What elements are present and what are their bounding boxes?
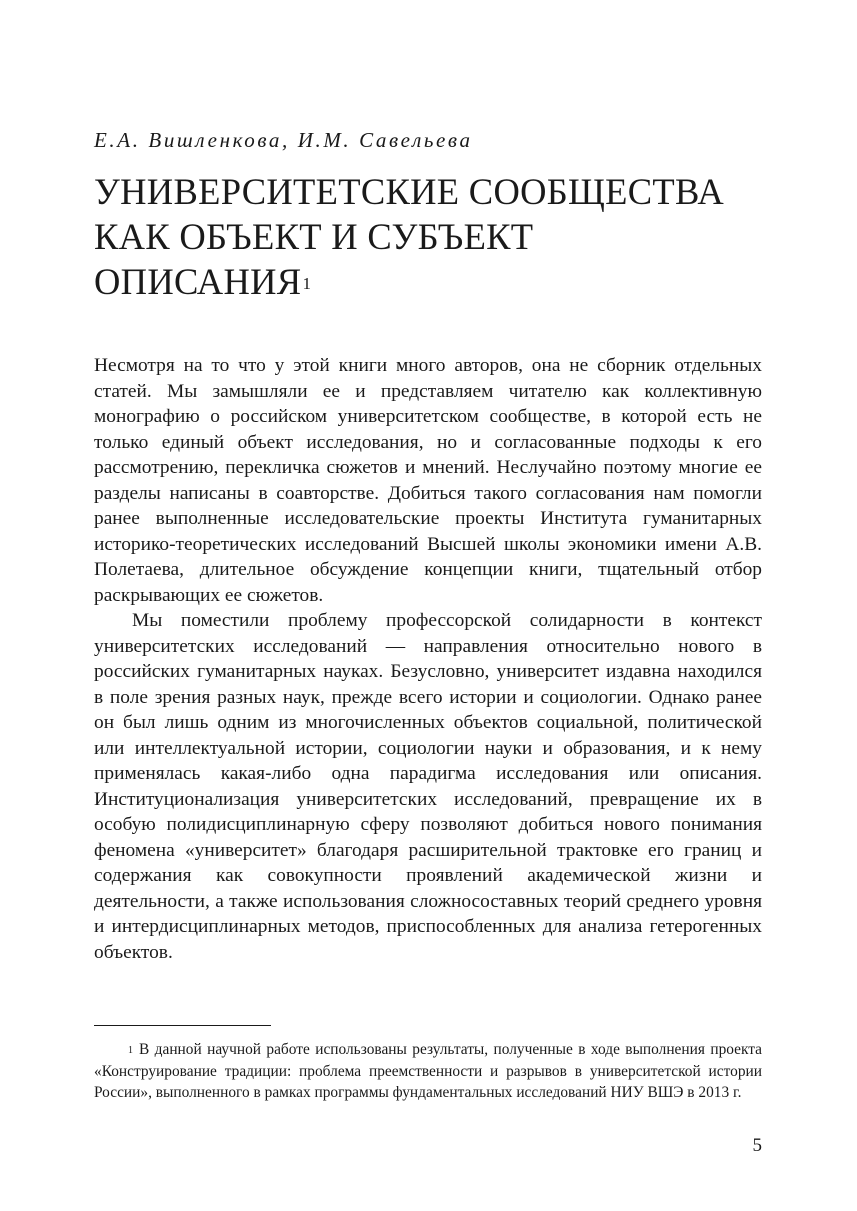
chapter-title-line-3-text: ОПИСАНИЯ (94, 261, 302, 302)
body-paragraph-1: Несмотря на то что у этой книги много авторов, она не сборник отдельных статей. Мы замышляли ее и представляем читателю как коллективную монографию о российском университетском сообществе, в которой есть не только единый объект исследования, но и согласованные подходы к его рассмотрению, перекличка сюжетов и мнений. Неслучайно поэтому многие ее разделы написаны в соавторстве. Добиться такого согласования нам помогли ранее выполненные исследовательские проекты Института гуманитарных историко-теоретических исследований Высшей школы экономики имени А.В. Полетаева, длительное обсуждение концепции книги, тщательный отбор раскрывающих ее сюжетов. (94, 355, 762, 606)
chapter-authors: Е.А. Вишленкова, И.М. Савельева (94, 128, 473, 152)
body-paragraph-2: Мы поместили проблему профессорской солидарности в контекст университетских исследований — направления относительно нового в российских гуманитарных науках. Безусловно, университет издавна находился в поле зрения разных наук, прежде всего истории и социологии. Однако ранее он был лишь одним из многочисленных объектов социальной, политической или интеллектуальной истории, социологии науки и образования, и к нему применялась какая-либо одна парадигма исследования или описания. Институционализация университетских исследований, превращение их в особую полидисциплинарную сферу позволяют добиться нового понимания феномена «университет» благодаря расширительной трактовке его границ и содержания как совокупности проявлений академической жизни и деятельности, а также использования сложносоставных теорий среднего уровня и интердисциплинарных методов, приспособленных для анализа гетерогенных объектов. (94, 610, 762, 963)
chapter-title-line-3 (94, 259, 724, 304)
footnote-separator (94, 1025, 271, 1026)
page-number: 5 (752, 1135, 762, 1156)
chapter-body (94, 353, 762, 965)
chapter-title (94, 169, 724, 304)
chapter-title-line-1: УНИВЕРСИТЕТСКИЕ СООБЩЕСТВА (94, 171, 724, 212)
book-page (94, 0, 762, 1211)
footnote-reference[interactable]: 1 (302, 274, 312, 293)
footnote (94, 1039, 762, 1104)
footnote-text: В данной научной работе использованы результаты, полученные в ходе выполнения проекта «Конструирование традиции: проблема преемственности и разрывов в университетской истории России», выполненного в рамках программы фундаментальных исследований НИУ ВШЭ в 2013 г. (94, 1041, 762, 1101)
chapter-title-line-2: КАК ОБЪЕКТ И СУБЪЕКТ (94, 216, 534, 257)
footnote-marker: 1 (128, 1045, 133, 1056)
